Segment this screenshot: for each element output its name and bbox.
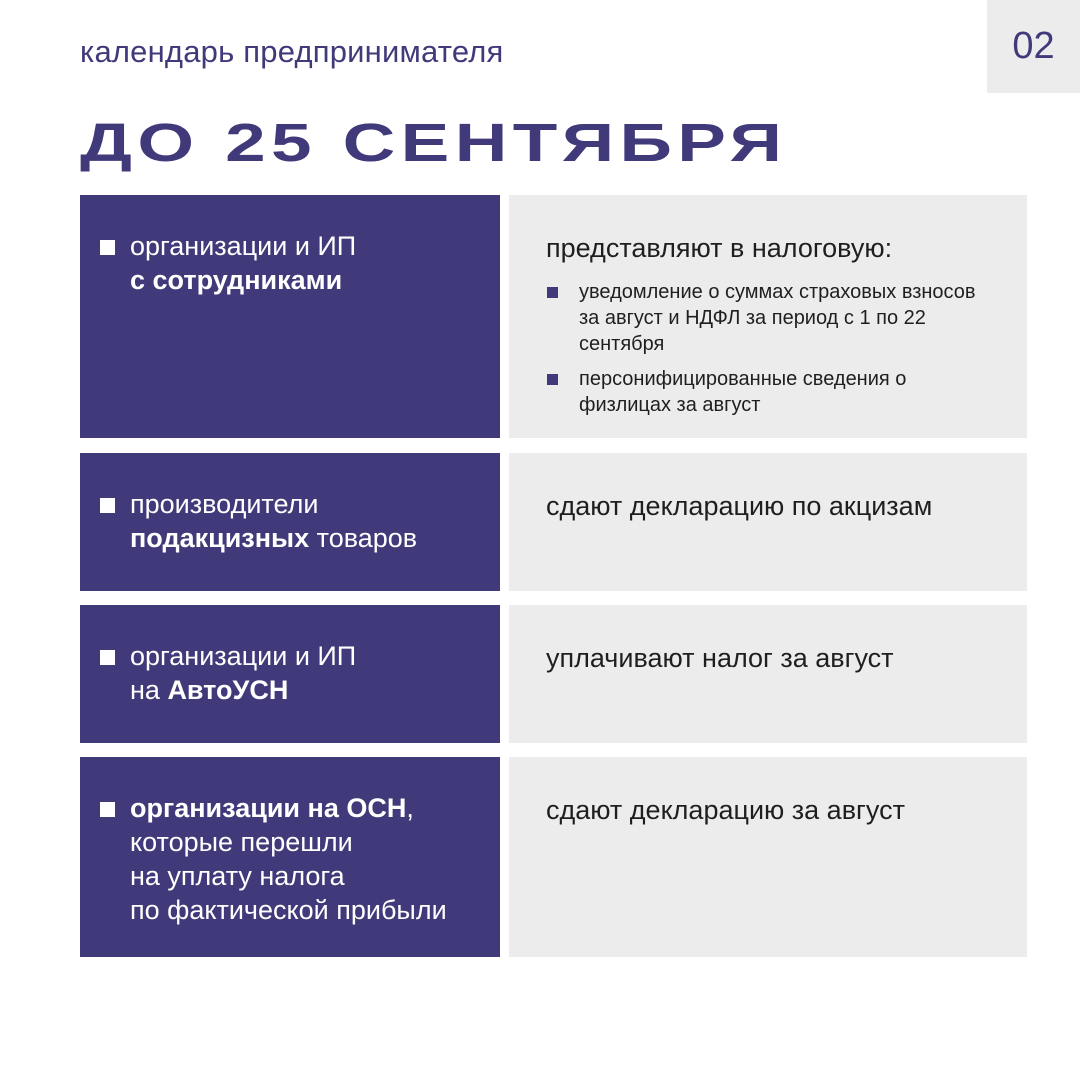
action-text: представляют в налоговую: [546,233,893,263]
header-subtitle: календарь предпринимателя [80,34,504,69]
action-cell [509,757,1027,957]
square-bullet-icon [547,374,558,385]
table-row [80,605,1027,743]
action-cell [509,605,1027,743]
action-text: сдают декларацию за август [546,795,905,825]
who-text [130,229,482,297]
list-item-text: уведомление о суммах страховых взносов за август и НДФЛ за период с 1 по 22 сентября [579,281,976,355]
square-bullet-icon [100,650,115,665]
who-line [130,791,482,825]
table-row [80,453,1027,591]
who-cell [80,757,500,957]
action-cell [509,195,1027,438]
who-plain-part: товаров [309,523,418,553]
who-line [130,521,482,555]
who-line: организации и ИП [130,231,357,261]
who-bold-part: подакцизных [130,523,310,553]
page-number-badge: 02 [987,0,1080,93]
action-text: сдают декларацию по акцизам [546,491,933,521]
who-plain-part: на [130,675,168,705]
action-cell [509,453,1027,591]
who-cell [80,605,500,743]
list-item-text: персонифицированные сведения о физлицах за август [579,368,907,416]
who-cell [80,453,500,591]
who-line [130,673,482,707]
who-line: производители [130,489,319,519]
who-line-bold: с сотрудниками [130,265,343,295]
action-text: уплачивают налог за август [546,643,894,673]
square-bullet-icon [547,287,558,298]
action-sublist [546,279,997,427]
list-item [546,279,997,357]
who-line: организации и ИП [130,641,357,671]
table-row [80,757,1027,957]
who-plain-part: , [406,793,414,823]
square-bullet-icon [100,240,115,255]
table-row [80,195,1027,438]
who-bold-part: организации на ОСН [130,793,407,823]
who-line: по фактической прибыли [130,895,447,925]
square-bullet-icon [100,498,115,513]
who-cell [80,195,500,438]
square-bullet-icon [100,802,115,817]
who-text [130,791,482,927]
page-title: ДО 25 СЕНТЯБРЯ [80,113,788,173]
who-text [130,487,482,555]
list-item [546,366,997,418]
who-text [130,639,482,707]
who-line: которые перешли [130,827,353,857]
who-line: на уплату налога [130,861,345,891]
who-bold-part: АвтоУСН [167,675,289,705]
